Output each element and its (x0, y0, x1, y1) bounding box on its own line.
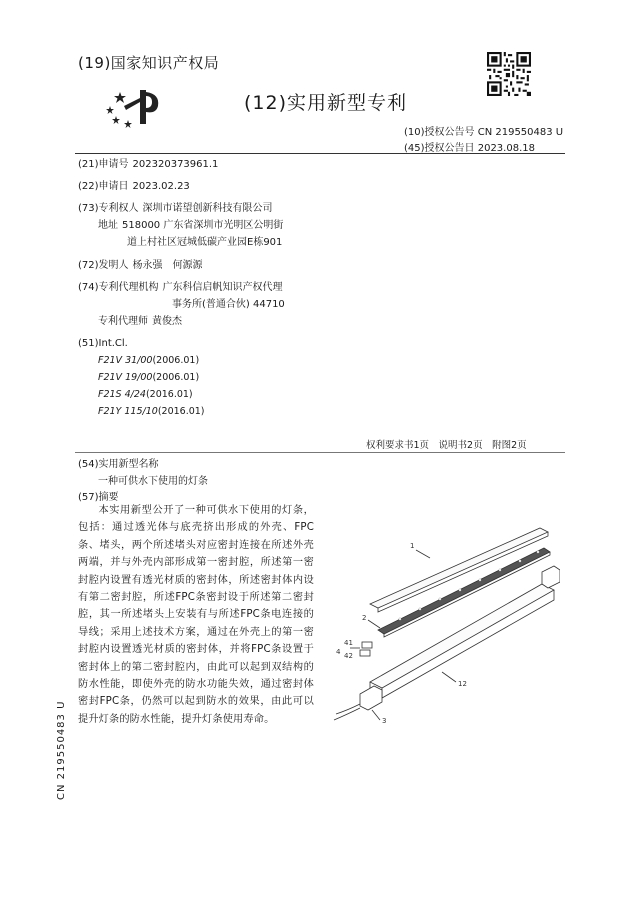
application-date (78, 179, 190, 195)
inventors-value: 杨永强 何源源 (132, 260, 203, 271)
intcl-year: (2006.01) (152, 372, 200, 383)
address (98, 218, 283, 234)
address-line-1: 518000 广东省深圳市光明区公明街 (122, 220, 284, 231)
intcl-year: (2006.01) (152, 355, 200, 366)
header-divider (75, 153, 565, 154)
patentee (78, 201, 273, 217)
patent-agency-line-2: 事务所(普通合伙) 44710 (172, 299, 285, 310)
publication-date-value: 2023.08.18 (477, 143, 535, 154)
office-logo-icon (100, 86, 166, 132)
label-12: 12 (458, 680, 467, 688)
intcl-entry (98, 372, 199, 383)
utility-model-title-label: (54)实用新型名称 (78, 459, 159, 470)
label-3: 3 (382, 717, 387, 724)
intcl-label: (51)Int.Cl. (78, 338, 128, 349)
label-4: 4 (336, 648, 341, 656)
end-plug-42 (360, 650, 370, 656)
wire-part (334, 704, 360, 720)
end-cap-part (360, 686, 382, 710)
intcl-entry (98, 406, 205, 417)
inventors-label: (72)发明人 (78, 260, 129, 271)
intcl-entry (98, 355, 199, 366)
section-divider (75, 452, 565, 453)
patent-agent (98, 314, 182, 330)
intcl-year: (2016.01) (157, 406, 205, 417)
application-date-label: (22)申请日 (78, 181, 129, 192)
label-41: 41 (344, 639, 353, 647)
label-2: 2 (362, 614, 367, 622)
patent-agent-label: 专利代理师 (98, 316, 148, 327)
address-label: 地址 (98, 220, 118, 231)
intcl-code: F21Y 115/10 (98, 406, 158, 417)
inventors (78, 258, 203, 274)
document-type: (12)实用新型专利 (244, 92, 408, 114)
label-1: 1 (410, 542, 415, 550)
patent-agency (78, 280, 283, 296)
intcl-entry (98, 389, 193, 400)
intcl-code: F21V 19/00 (98, 372, 153, 383)
label-42: 42 (344, 652, 353, 660)
application-number-label: (21)申请号 (78, 159, 129, 170)
application-number (78, 157, 218, 173)
patent-agent-value: 黄俊杰 (152, 316, 182, 327)
intcl-code: F21V 31/00 (98, 355, 153, 366)
abstract-body: 本实用新型公开了一种可供水下使用的灯条，包括：通过透光体与底壳挤出形成的外壳、FPC条、堵头，两个所述堵头对应密封连接在所述外壳两端，并与外壳内部形成第一密封腔，所述第一密封腔内设置有透光材质的密封体，所述密封体内设有第二密封腔，所述FPC条密封设于所述第二密封腔，其一所述堵头上安装有与所述FPC条电连接的导线；采用上述技术方案，通过在外壳上的第一密封腔内设置透光材质的密封体，并将FPC条设置于密封体上的第二密封腔内，由此可以起到双结构的防水性能，即使外壳的防水功能失效，通过密封体密封FPC条，仍然可以起到防水的效果，由此可以提升灯条的防水性能，提升灯条使用寿命。 (78, 505, 314, 725)
publication-number (404, 123, 563, 138)
patentee-value: 深圳市诺望创新科技有限公司 (142, 203, 273, 214)
exploded-view-figure (330, 524, 560, 724)
utility-model-title: 一种可供水下使用的灯条 (98, 476, 208, 487)
end-plug-41 (362, 642, 372, 648)
patent-agency-label: (74)专利代理机构 (78, 282, 159, 293)
patent-agency-line-1: 广东科信启帆知识产权代理 (162, 282, 283, 293)
office-name: (19)国家知识产权局 (78, 54, 220, 72)
publication-date (404, 139, 535, 154)
publication-number-value: CN 219550483 U (477, 127, 564, 138)
qr-code (487, 52, 531, 96)
application-number-value: 202320373961.1 (132, 159, 219, 170)
application-date-value: 2023.02.23 (132, 181, 190, 192)
publication-date-label: (45)授权公告日 (404, 143, 475, 154)
abstract-label: (57)摘要 (78, 492, 119, 503)
abstract-text (78, 502, 314, 728)
publication-number-label: (10)授权公告号 (404, 127, 475, 138)
intcl-code: F21S 4/24 (98, 389, 146, 400)
address-line-2: 道上村社区冠城低碳产业园E栋901 (127, 237, 283, 248)
page-count-info: 权利要求书1页 说明书2页 附图2页 (366, 440, 527, 451)
side-publication-code: CN 219550483 U (56, 700, 67, 800)
patentee-label: (73)专利权人 (78, 203, 139, 214)
intcl-year: (2016.01) (145, 389, 193, 400)
